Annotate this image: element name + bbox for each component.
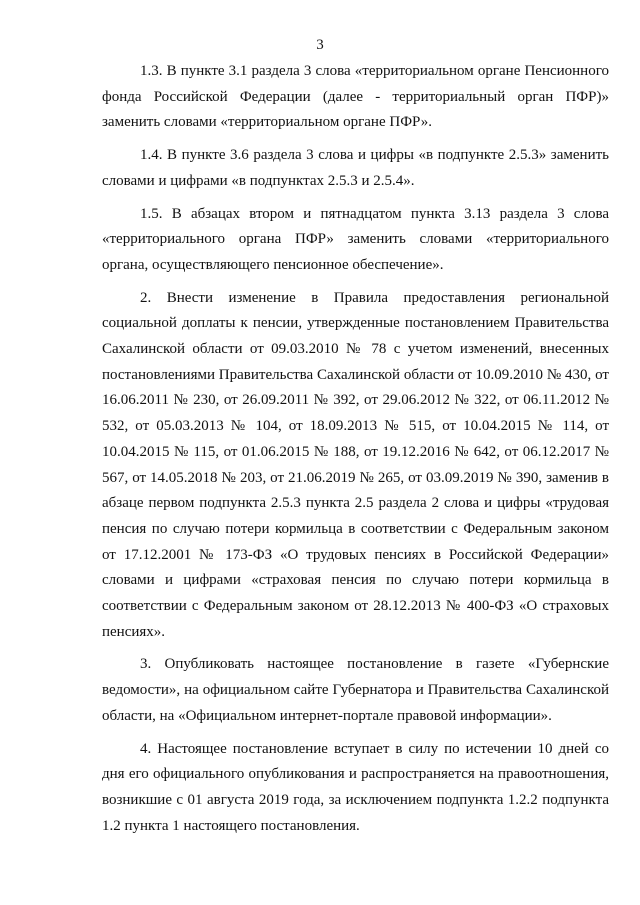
- paragraph-1-3: 1.3. В пункте 3.1 раздела 3 слова «территориальном органе Пенсионного фонда Российской Федерации (далее - территориальный орган ПФР)» заменить словами «территориальном органе ПФР».: [102, 63, 609, 131]
- document-body: [102, 59, 609, 839]
- paragraph-4: 4. Настоящее постановление вступает в силу по истечении 10 дней со дня его официального опубликования и распространяется на правоотношения, возникшие с 01 августа 2019 года, за исключением подпункта 1.2.2 подпункта 1.2 пункта 1 настоящего постановления.: [102, 740, 609, 834]
- paragraph-2: 2. Внести изменение в Правила предоставления региональной социальной доплаты к пенсии, утвержденные постановлением Правительства Сахалинской области от 09.03.2010 № 78 с учетом изменений, внесенных постановлениями Правительства Сахалинской области от 10.09.2010 № 430, от 16.06.2011 № 230, от 26.09.2011 № 392, от 29.06.2012 № 322, от 06.11.2012 № 532, от 05.03.2013 № 104, от 18.09.2013 № 515, от 10.04.2015 № 114, от 10.04.2015 № 115, от 01.06.2015 № 188, от 19.12.2016 № 642, от 06.12.2017 № 567, от 14.05.2018 № 203, от 21.06.2019 № 265, от 03.09.2019 № 390, заменив в абзаце первом подпункта 2.5.3 пункта 2.5 раздела 2 слова и цифры «трудовая пенсия по случаю потери кормильца в соответствии с Федеральным законом от 17.12.2001 № 173-ФЗ «О трудовых пенсиях в Российской Федерации» словами и цифрами «страховая пенсия по случаю потери кормильца в соответствии с Федеральным законом от 28.12.2013 № 400-ФЗ «О страховых пенсиях».: [102, 289, 609, 640]
- paragraph-1-5: 1.5. В абзацах втором и пятнадцатом пункта 3.13 раздела 3 слова «территориального органа ПФР» заменить словами «территориального органа, осуществляющего пенсионное обеспечение».: [102, 205, 609, 273]
- page-number: 3: [316, 37, 324, 53]
- paragraph-3: 3. Опубликовать настоящее постановление в газете «Губернские ведомости», на официальном сайте Губернатора и Правительства Сахалинской области, на «Официальном интернет-портале правовой информации».: [102, 656, 609, 724]
- paragraph-1-4: 1.4. В пункте 3.6 раздела 3 слова и цифры «в подпункте 2.5.3» заменить словами и цифрами «в подпунктах 2.5.3 и 2.5.4».: [102, 147, 609, 189]
